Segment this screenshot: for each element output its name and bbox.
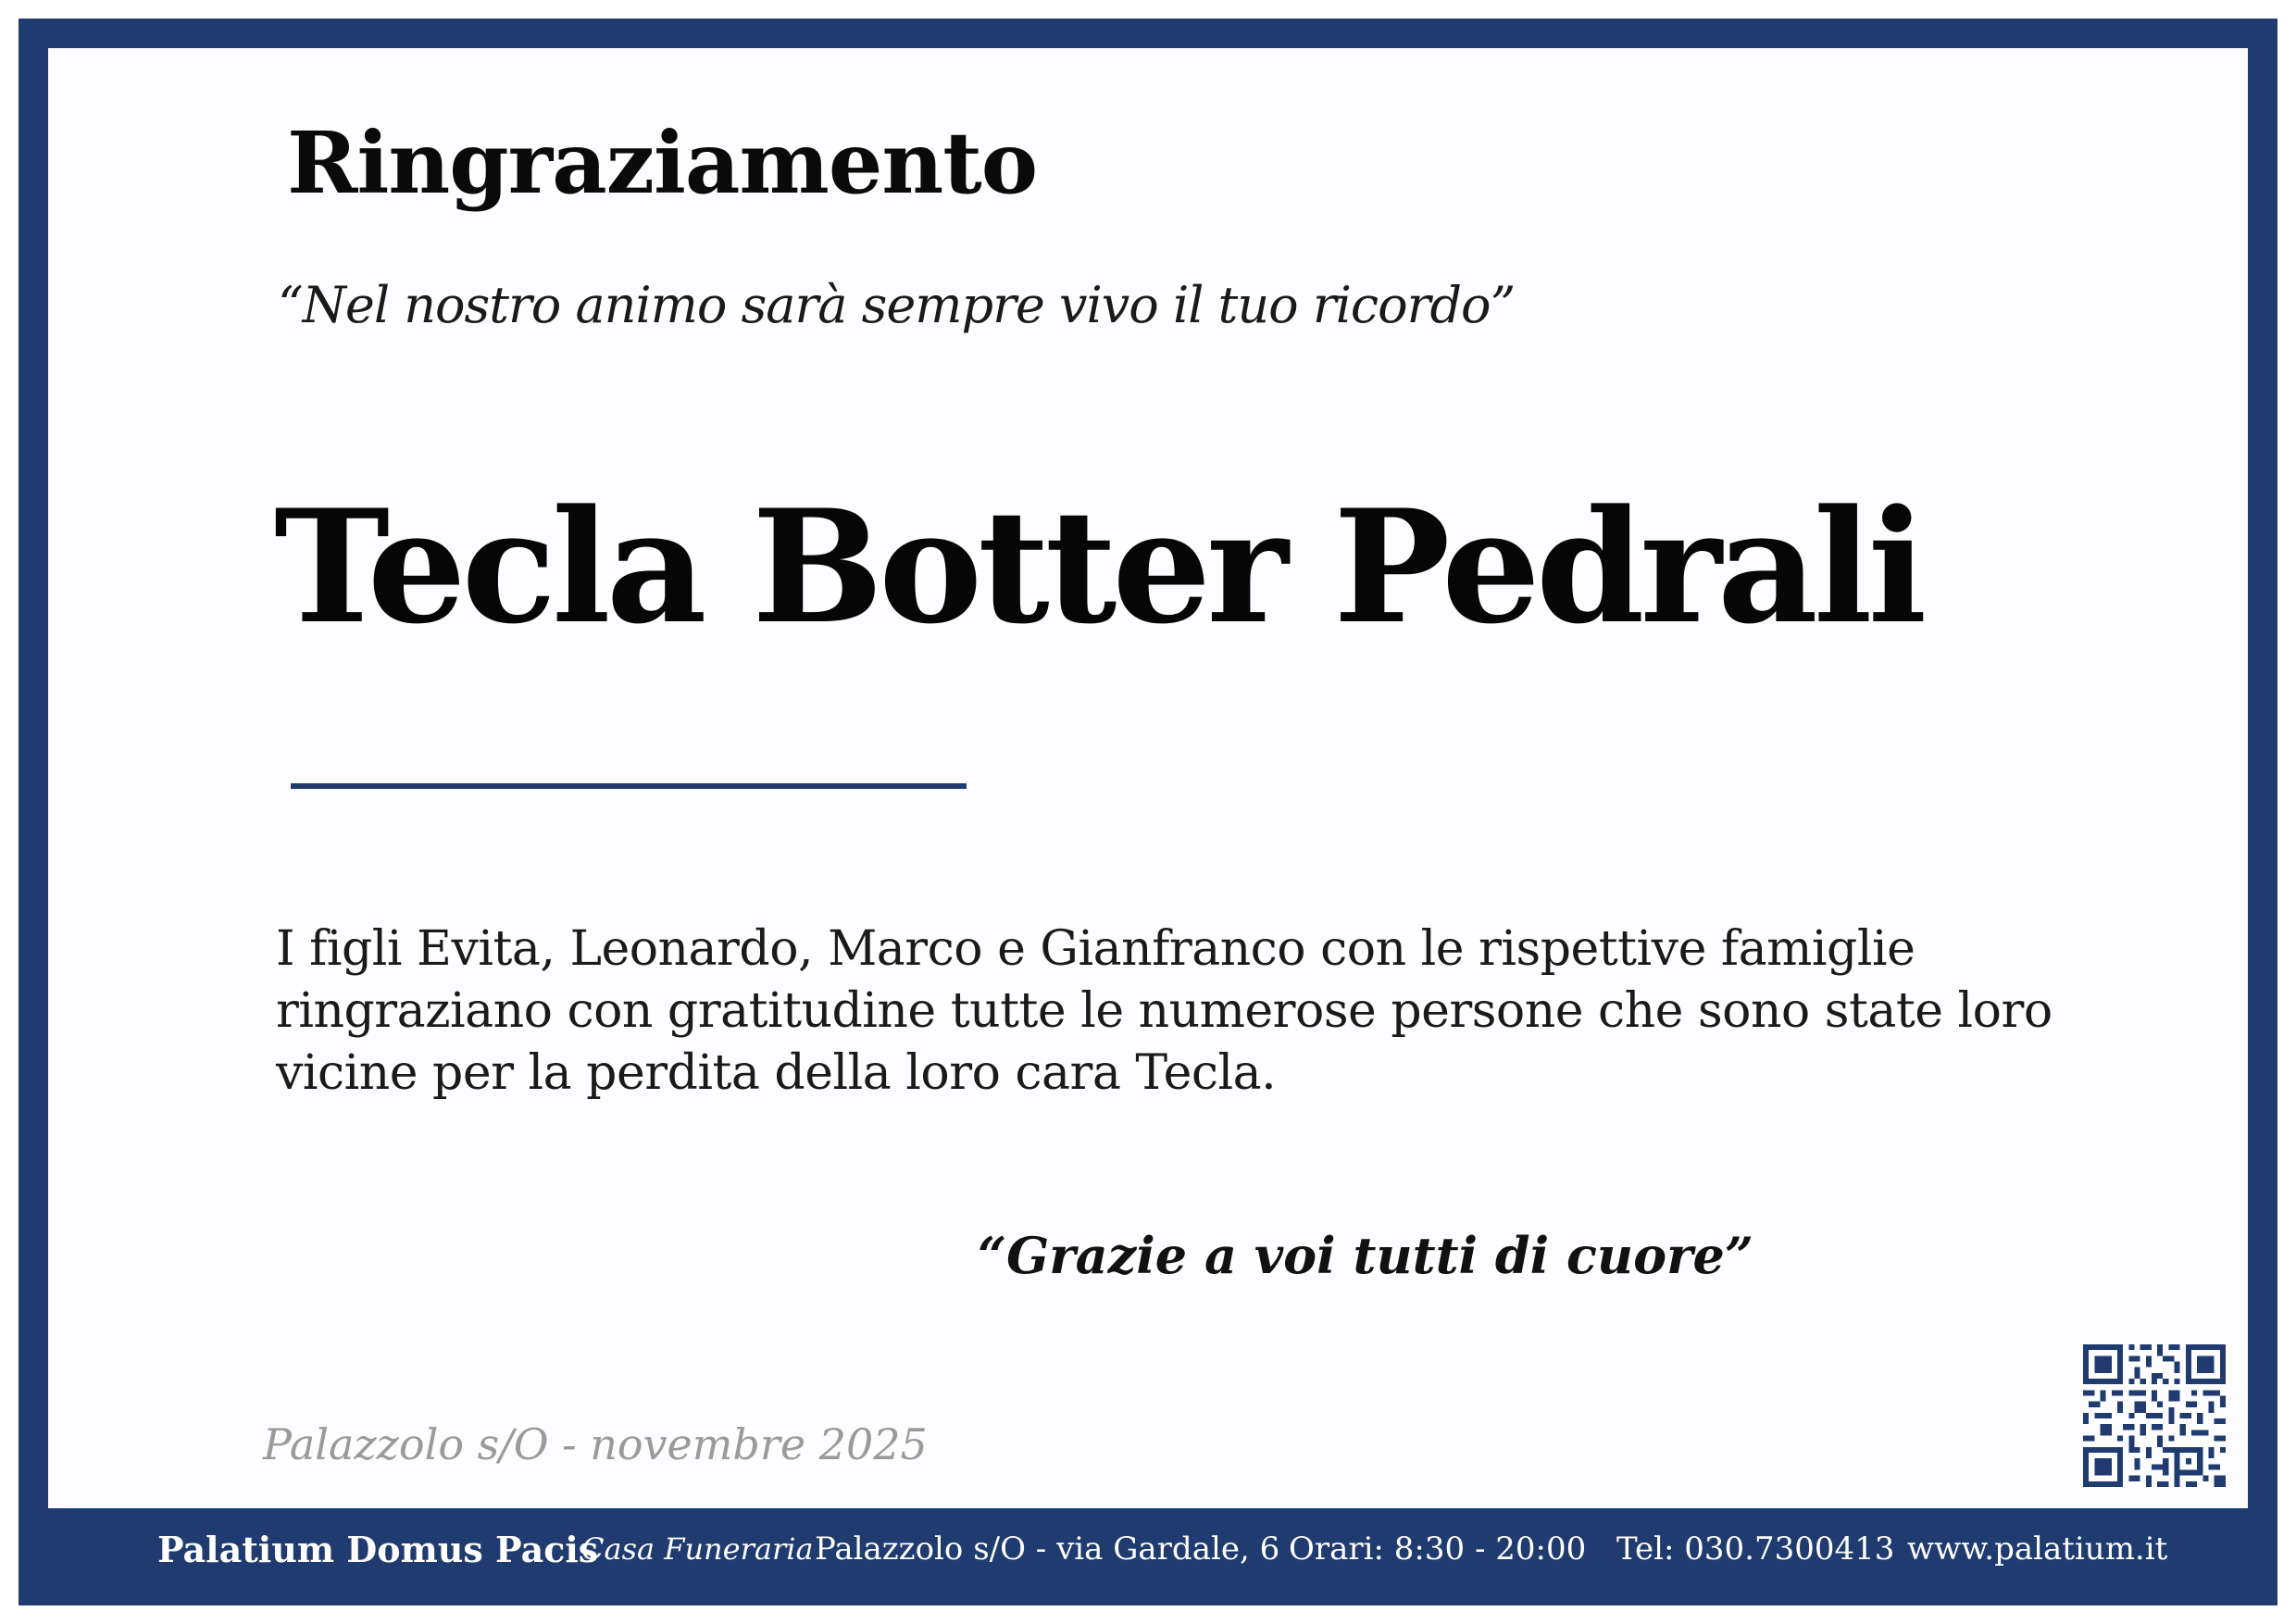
footer-website-link[interactable]: www.palatium.it (1907, 1530, 2168, 1568)
footer-company: Palatium Domus Pacis (157, 1528, 599, 1570)
notice-title: Ringraziamento (287, 113, 1038, 213)
divider-line (291, 783, 967, 789)
footer-address: Palazzolo s/O - via Gardale, 6 (815, 1530, 1280, 1568)
thanks-message: I figli Evita, Leonardo, Marco e Gianfranco con le rispettive famiglie ringraziano con gratitudine tutte le numerose persone che sono state loro vicine per la perdita della loro cara Tecla. (276, 921, 2053, 1101)
qr-code-icon[interactable] (2083, 1344, 2226, 1487)
top-quote: “Nel nostro animo sarà sempre vivo il tuo ricordo” (278, 276, 1516, 334)
footer-hours: Orari: 8:30 - 20:00 (1289, 1530, 1587, 1568)
footer-bar (48, 1508, 2248, 1590)
notice-card (48, 48, 2248, 1508)
closing-quote: “Grazie a voi tutti di cuore” (978, 1226, 1753, 1285)
footer-phone[interactable]: Tel: 030.7300413 (1616, 1530, 1895, 1568)
place-date: Palazzolo s/O - novembre 2025 (263, 1419, 928, 1469)
footer-business-type: Casa Funeraria (581, 1531, 814, 1567)
deceased-name: Tecla Botter Pedrali (274, 475, 1923, 658)
